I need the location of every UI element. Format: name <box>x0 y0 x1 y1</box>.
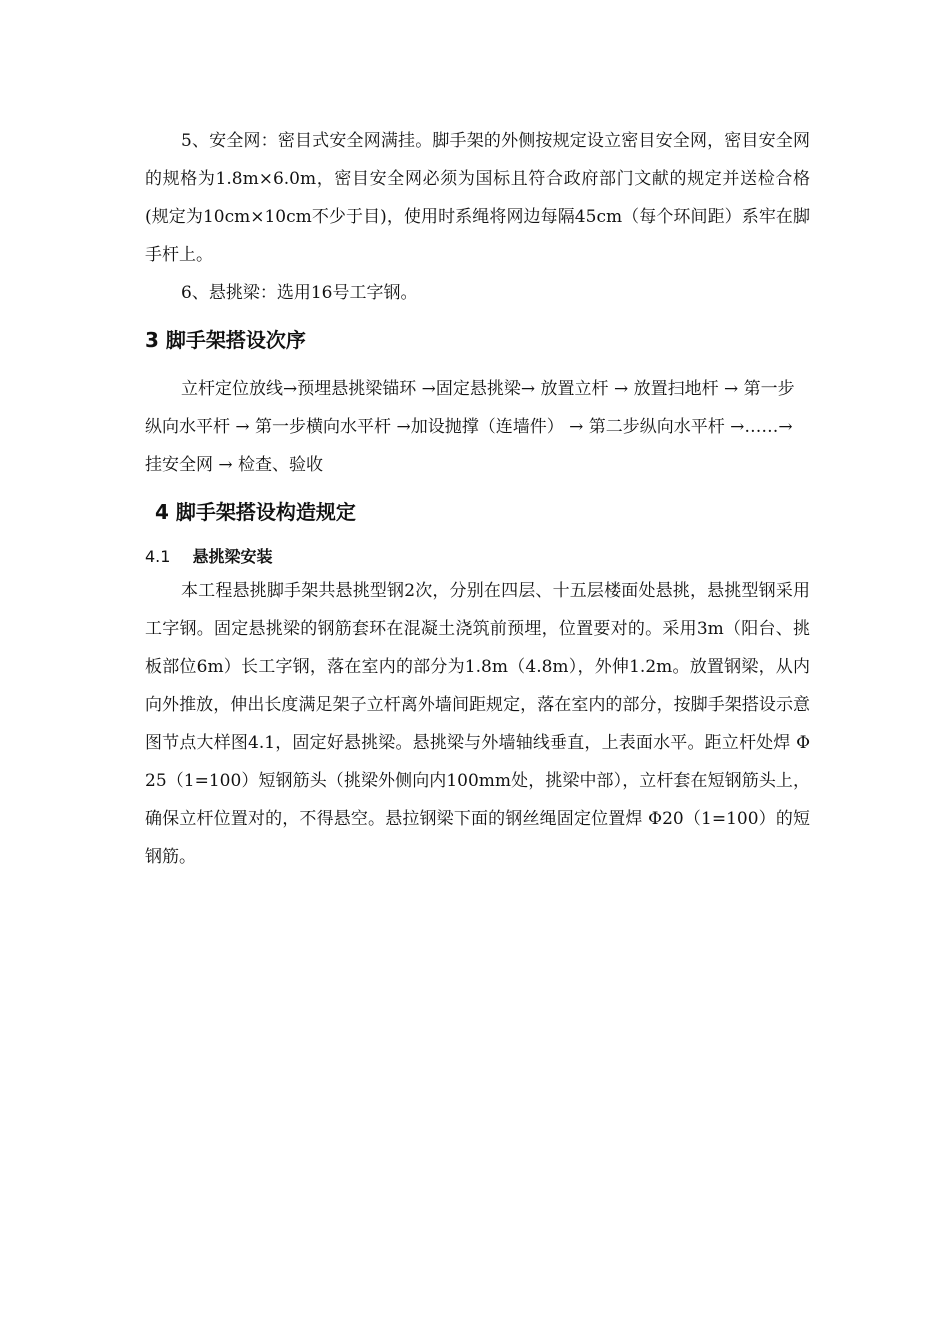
beam-installation-paragraph: 本工程悬挑脚手架共悬挑型钢2次，分别在四层、十五层楼面处悬挑，悬挑型钢采用工字钢。固定悬挑梁的钢筋套环在混凝土浇筑前预埋，位置要对的。采用3m（阳台、挑板部位6m）长工字钢，落在室内的部分为1.8m（4.8m），外伸1.2m。放置钢梁，从内向外推放，伸出长度满足架子立杆离外墙间距规定，落在室内的部分，按脚手架搭设示意图节点大样图4.1，固定好悬挑梁。悬挑梁与外墙轴线垂直，上表面水平。距立杆处焊 Φ25（1=100）短钢筋头（挑梁外侧向内100mm处，挑梁中部），立杆套在短钢筋头上，确保立杆位置对的，不得悬空。悬拉钢梁下面的钢丝绳固定位置焊 Φ20（1=100）的短钢筋。 <box>145 581 810 867</box>
section-4-heading: 4 脚手架搭设构造规定 <box>155 500 356 524</box>
safety-net-paragraph: 5、安全网：密目式安全网满挂。脚手架的外侧按规定设立密目安全网，密目安全网的规格为1.8m×6.0m，密目安全网必须为国标且符合政府部门文献的规定并送检合格(规定为10cm×10cm不少于目)，使用时系绳将网边每隔45cm（每个环间距）系牢在脚手杆上。 <box>145 131 810 265</box>
section-3-heading: 3 脚手架搭设次序 <box>145 328 306 352</box>
subsection-title: 悬挑梁安装 <box>192 547 273 566</box>
subsection-number: 4.1 <box>145 547 171 566</box>
cantilever-beam-paragraph: 6、悬挑梁：选用16号工字钢。 <box>181 283 418 303</box>
subsection-4-1-heading <box>145 542 810 572</box>
document-content <box>145 122 810 876</box>
erection-sequence-paragraph: 立杆定位放线→预埋悬挑梁锚环 →固定悬挑梁→ 放置立杆 → 放置扫地杆 → 第一步纵向水平杆 → 第一步横向水平杆 →加设抛撑（连墙件） → 第二步纵向水平杆 →……→ 挂安全网 → 检查、验收 <box>145 379 795 475</box>
